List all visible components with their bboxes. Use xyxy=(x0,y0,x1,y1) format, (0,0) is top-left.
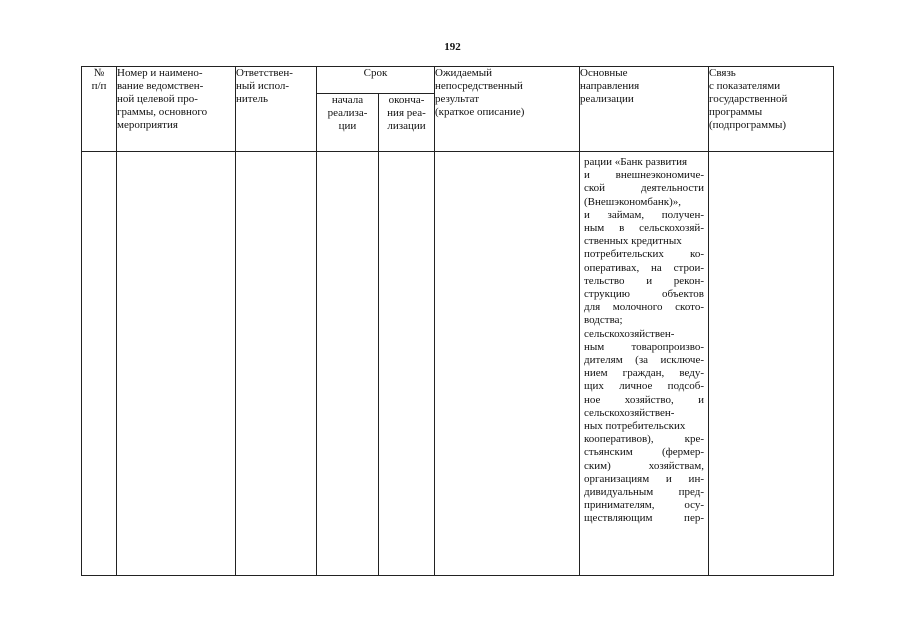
directions-line: для молочного ското- xyxy=(584,301,704,314)
directions-line: и займам, получен- xyxy=(584,208,704,221)
directions-line: ственных кредитных xyxy=(584,235,682,248)
directions-line: щих личное подсоб- xyxy=(584,380,704,393)
header-program: Номер и наимено- вание ведомствен- ной целевой про- граммы, основного мероприятия xyxy=(117,67,236,152)
program-table xyxy=(81,66,834,576)
directions-line: рации «Банк развития xyxy=(584,156,688,168)
page-number: 192 xyxy=(444,41,461,53)
cell-term-end xyxy=(379,152,435,576)
directions-line: дителям (за исключе- xyxy=(584,354,704,367)
directions-line: сельскохозяйствен- xyxy=(584,327,675,340)
header-num: № п/п xyxy=(82,67,117,152)
cell-link xyxy=(709,152,834,576)
directions-line: ных потребительских xyxy=(584,420,686,433)
directions-line: ным в сельскохозяй- xyxy=(584,222,704,235)
header-result: Ожидаемый непосредственный результат (краткое описание) xyxy=(435,67,580,152)
directions-line: ской деятельности xyxy=(584,182,704,195)
directions-line: принимателям, осу- xyxy=(584,499,704,512)
header-term-start: начала реализа- ции xyxy=(317,94,379,152)
directions-line: стьянским (фермер- xyxy=(584,446,704,459)
directions-line: кооперативов), кре- xyxy=(584,433,704,446)
directions-line: сельскохозяйствен- xyxy=(584,406,675,419)
directions-line: водства; xyxy=(584,314,623,327)
cell-term-start xyxy=(317,152,379,576)
header-term: Срок xyxy=(317,67,435,94)
directions-line: нием граждан, веду- xyxy=(584,367,704,380)
header-link: Связь с показателями государственной программы (подпрограммы) xyxy=(709,67,834,152)
directions-text xyxy=(580,152,708,526)
cell-result xyxy=(435,152,580,576)
directions-line: струкцию объектов xyxy=(584,288,704,301)
directions-line: потребительских ко- xyxy=(584,248,704,261)
cell-num xyxy=(82,152,117,576)
directions-line: организациям и ин- xyxy=(584,472,704,485)
header-term-end: оконча- ния реа- лизации xyxy=(379,94,435,152)
header-directions: Основные направления реализации xyxy=(580,67,709,152)
directions-line: (Внешэкономбанк)», xyxy=(584,195,682,208)
directions-line: ским) хозяйствам, xyxy=(584,459,704,472)
directions-line: ществляющим пер- xyxy=(584,512,704,525)
directions-line: ным товаропроизво- xyxy=(584,340,704,353)
directions-line: дивидуальным пред- xyxy=(584,486,704,499)
directions-line: тельство и рекон- xyxy=(584,274,704,287)
cell-directions xyxy=(580,152,709,576)
directions-line: ное хозяйство, и xyxy=(584,393,704,406)
header-responsible: Ответствен- ный испол- нитель xyxy=(236,67,317,152)
directions-line: и внешнеэкономиче- xyxy=(584,169,704,182)
directions-line: оперативах, на строи- xyxy=(584,261,704,274)
cell-responsible xyxy=(236,152,317,576)
cell-program xyxy=(117,152,236,576)
